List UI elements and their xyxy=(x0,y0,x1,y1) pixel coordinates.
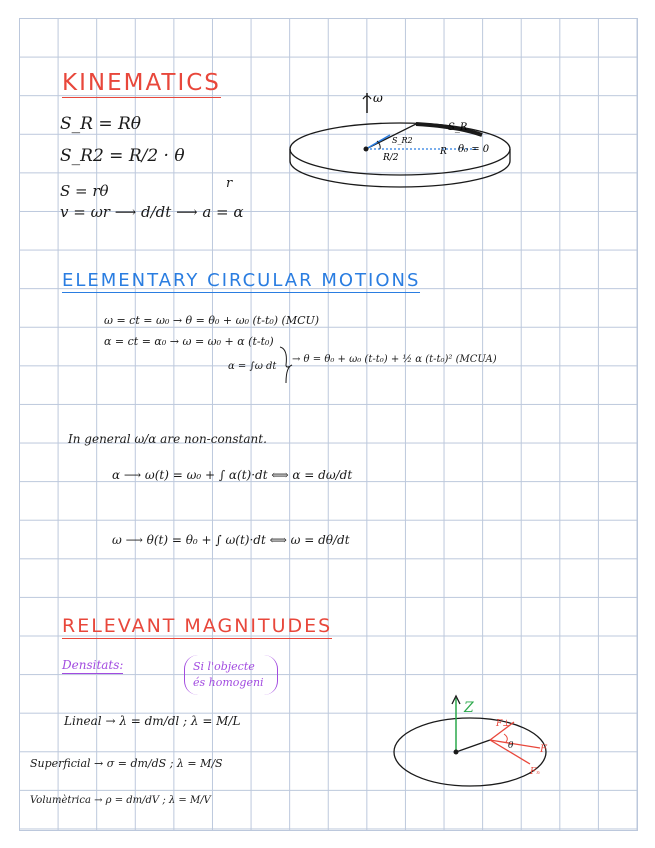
eq-omega-theta: ω ⟶ θ(t) = θ₀ + ∫ ω(t)·dt ⟺ ω = dθ/dt xyxy=(112,533,350,547)
f-label: F xyxy=(540,744,547,755)
theta-label: θ xyxy=(508,741,514,751)
eq-s-r-theta: S = rθ xyxy=(60,182,109,200)
f-n-label: Fₙ xyxy=(530,767,540,777)
f-perp-label: F⊥ xyxy=(496,719,511,729)
theta0-label: θ₀ = 0 xyxy=(458,144,490,155)
eq-superficial: Superficial → σ = dm/dS ; λ = M/S xyxy=(30,757,223,770)
relevant-heading: RELEVANT MAGNITUDES xyxy=(62,615,333,637)
densitats-label: Densitats: xyxy=(62,658,124,672)
eq-volumetrica: Volumètrica → ρ = dm/dV ; λ = M/V xyxy=(30,795,211,806)
rotating-disk-diagram xyxy=(280,85,520,195)
disk-center xyxy=(454,750,459,755)
eq-mcu: ω = ct = ω₀ → θ = θ₀ + ω₀ (t-t₀) (MCU) xyxy=(104,314,320,327)
angle-arc xyxy=(504,734,507,742)
eq-alpha-omega: α ⟶ ω(t) = ω₀ + ∫ α(t)·dt ⟺ α = dω/dt xyxy=(112,468,353,482)
elementary-heading: ELEMENTARY CIRCULAR MOTIONS xyxy=(62,270,421,291)
brace-icon xyxy=(276,345,296,385)
radius-vector xyxy=(456,740,490,752)
eq-mcua-omega: α = ct = α₀ → ω = ω₀ + α (t-t₀) xyxy=(104,335,274,348)
eq-mcua-integral: α = ∫ω dt xyxy=(228,361,277,372)
disk-ellipse xyxy=(394,718,546,786)
eq-velocity: v = ωr ⟶ d/dt ⟶ a = α xyxy=(60,203,244,221)
r-half-label: R/2 xyxy=(383,153,399,163)
s-r-label: S_R xyxy=(448,122,468,133)
kinematics-heading: KINEMATICS xyxy=(62,70,221,96)
note-line-2: és homogeni xyxy=(193,676,264,689)
disk-center xyxy=(364,147,369,152)
omega-label: ω xyxy=(373,91,383,105)
eq-arc-length-half: S_R2 = R/2 · θ xyxy=(60,146,185,166)
force-disk-diagram xyxy=(390,688,550,798)
note-line-1: Si l'objecte xyxy=(193,660,255,673)
eq-lineal: Lineal → λ = dm/dl ; λ = M/L xyxy=(64,714,241,728)
eq-mcua-theta: → θ = θ₀ + ω₀ (t-t₀) + ½ α (t-t₀)² (MCUA) xyxy=(292,354,497,365)
r-label: R xyxy=(440,147,447,157)
s-r2-label: S_R2 xyxy=(392,136,413,145)
z-label: Z xyxy=(464,700,474,716)
eq-arc-length: S_R = Rθ xyxy=(60,114,142,134)
general-note: In general ω/α are non-constant. xyxy=(68,432,267,446)
eq-velocity-superscript: r xyxy=(226,176,233,191)
